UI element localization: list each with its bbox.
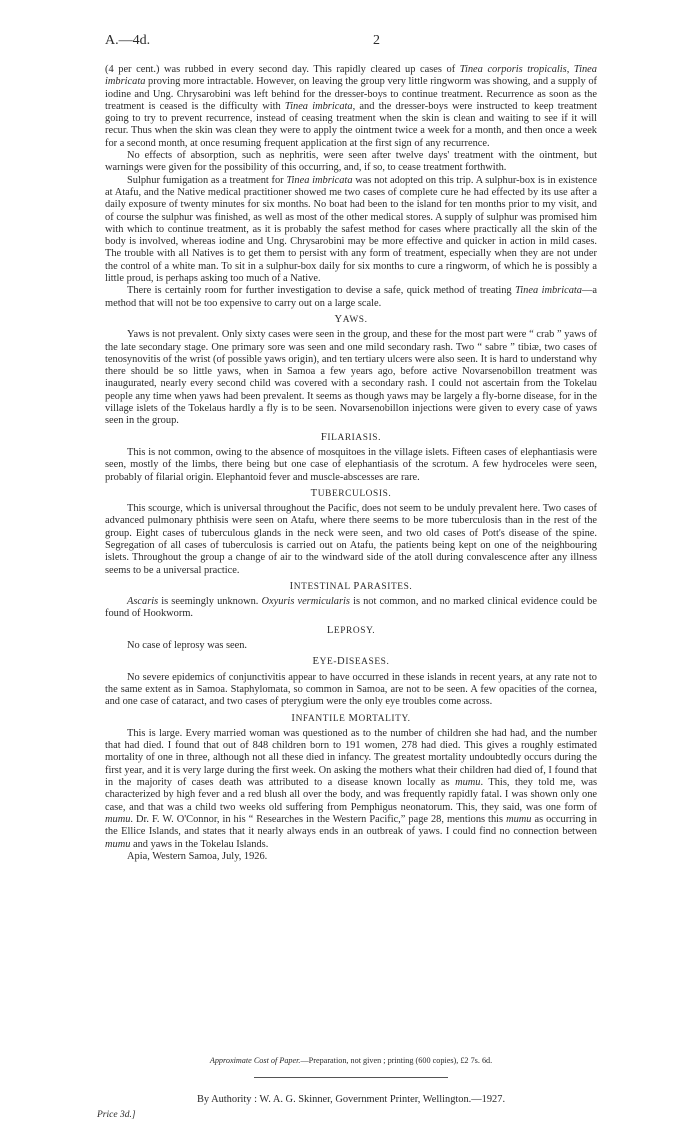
italic-term: Oxyuris vermicularis — [261, 596, 350, 608]
section-heading-leprosy: LEPROSY. — [326, 624, 376, 636]
italic-term: Tinea imbricata — [284, 100, 353, 112]
paragraph: No severe epidemics of conjunctivitis appear to have occurred in these islands in recent years, at any rate not to the same extent as in Samoa. Staphylomata, so common in Samoa, are not to be seen. A few opacities of the cornea, and one case of cataract, and two cases of pterygium were the only eye troubles come across. — [105, 671, 597, 708]
paragraph: Ascaris is seemingly unknown. Oxyuris vermicularis is not common, and no marked clinical evidence could be found of Hookworm. — [105, 596, 597, 620]
price-note: Price 3d.] — [97, 1110, 136, 1120]
paragraph: No effects of absorption, such as nephritis, were seen after twelve days' treatment with the ointment, but warnings were given for the possibility of this occurring, and, if so, to cease treatment forthwith. — [105, 150, 597, 174]
page-header — [105, 33, 597, 53]
report-body — [105, 64, 597, 863]
paragraph: This is large. Every married woman was questioned as to the number of children she had had, and the number that had died. I found that out of 848 children born to 191 women, 278 had died. This gives a roughly estimated mortality of one in three, although not all these died in infancy. The greatest mortality undoubtedly occurs during the first year, and it is very large during the first week. On asking the mothers what their children had died of, I found that in the majority of cases death was attributed to a disease known locally as mumu. This, they told me, was characterized by high fever and a red blush all over the body, and was frequently rapidly fatal. I was shown only one case, and that was a child two weeks old suffering from Pemphigus neonatorum. This, they said, was one form of mumu. Dr. F. W. O'Connor, in his “ Researches in the Western Pacific,” page 28, mentions this mumu as occurring in the Ellice Islands, and states that it nearly always ends in an outbreak of yaws. I could find no connection between mumu and yaws in the Tokelau Islands. — [105, 727, 597, 850]
printer-authority-line: By Authority : W. A. G. Skinner, Government Printer, Wellington.—1927. — [196, 1094, 506, 1105]
paragraph: There is certainly room for further investigation to devise a safe, quick method of treating Tinea imbricata—a method that will not be too expensive to carry out on a large scale. — [105, 285, 598, 309]
italic-term: mumu — [105, 838, 131, 850]
section-heading-tuberculosis: TUBERCULOSIS. — [310, 487, 392, 499]
footer-divider — [254, 1077, 448, 1078]
cost-label: Approximate Cost of Paper. — [209, 1056, 301, 1065]
paragraph: No case of leprosy was seen. — [127, 640, 248, 652]
section-heading-filariasis: FILARIASIS. — [320, 431, 382, 443]
italic-term: mumu — [506, 813, 532, 825]
report-reference: A.—4d. — [105, 33, 151, 48]
cost-text: —Preparation, not given ; printing (600 copies), £2 7s. 6d. — [300, 1056, 493, 1065]
section-heading-eye-diseases: EYE-DISEASES. — [312, 656, 390, 668]
paragraph: This is not common, owing to the absence of mosquitoes in the village islets. Fifteen cases of elephantiasis were seen, mostly of the limbs, there being but one case of elephantiasis of the scrotum. A few hydroceles were seen, probably of filarial origin. Elephantoid fever and muscle-abscesses are rare. — [105, 446, 597, 483]
italic-term: Tinea imbricata — [105, 64, 597, 88]
cost-of-paper-note — [105, 1056, 597, 1065]
paragraph: Sulphur fumigation as a treatment for Tinea imbricata was not adopted on this trip. A sulphur-box is in existence at Atafu, and the Native medical practitioner showed me two cases of complete cure he had effected by its use after a daily exposure of twenty minutes for six months. No boat had been to the island for ten months prior to my visit, and of course the sulphur was finished, as well as most of the other medical stores. A supply of sulphur was promised him with which to continue treatment, as it is probably the safest method for cases where practically all the skin of the body is involved, whereas iodine and Ung. Chrysarobini may be more effective and quicker in action in mild cases. The trouble with all Natives is to get them to persist with any form of treatment, especially when they are not under the control of a white man. To sit in a sulphur-box daily for six months to cure a ringworm, of which he is possibly a little proud, is perhaps asking too much of a Native. — [105, 174, 597, 285]
signoff-place-date: Apia, Western Samoa, July, 1926. — [127, 850, 268, 862]
italic-term: Ascaris — [127, 596, 159, 608]
italic-term: Tinea corporis tropicalis — [459, 64, 567, 75]
page-number: 2 — [373, 33, 380, 48]
italic-term: Tinea imbricata — [515, 285, 582, 297]
section-heading-infantile-mortality: INFANTILE MORTALITY. — [291, 712, 411, 724]
italic-term: Tinea imbricata — [286, 174, 353, 186]
section-heading-yaws: YAWS. — [334, 313, 368, 325]
italic-term: mumu — [105, 813, 131, 825]
paragraph: This scourge, which is universal throughout the Pacific, does not seem to be unduly prevalent here. Two cases of advanced pulmonary phthisis were seen on Atafu, where there seems to be more tuberculosis than in the rest of the group. Eight cases of tuberculous glands in the neck were seen, and two old cases of Pott's disease of the spine. Segregation of all cases of tuberculosis is carried out on Atafu, the patients being kept on one of the neighbouring islets. Throughout the group a change of air to the windward side of the atoll during convalescence after any illness seems to be a universal practice. — [105, 503, 597, 576]
paragraph: Yaws is not prevalent. Only sixty cases were seen in the group, and these for the most part were “ crab ” yaws of the late secondary stage. One primary sore was seen and one mild secondary rash. Two “ sabre ” tibiæ, two cases of tenosynovitis of the wrist (of possible yaws origin), and ten tertiary ulcers were also seen. It is hard to understand why there should be so little yaws, when in Samoa a few years ago, before active Novarsenobillon treatment was inaugurated, nearly every second child was covered with a secondary rash. I could not ascertain from the Tokelau people any time when yaws had been prevalent. It seems as though yaws may be largely a fly-borne disease, for in the village islets of the Tokelaus hardly a fly is to be seen. Novarsenobillon injections were given to every case of yaws seen in the group. — [105, 329, 597, 427]
italic-term: mumu — [455, 777, 481, 789]
paragraph: (4 per cent.) was rubbed in every second day. This rapidly cleared up cases of Tinea corporis tropicalis, Tinea imbricata proving more intractable. However, on leaving the group very little ringworm was showing, and a supply of iodine and Ung. Chrysarobini was left behind for the dresser-boys to continue treatment. Recurrence as soon as the treatment is ceased is the difficulty with Tinea imbricata, and the dresser-boys were instructed to keep treatment going to try to prevent recurrence, instead of ceasing treatment when the skin is clean and waiting to see if it will recur. Thus when the skin was clean they were to apply the ointment twice a week for a month, and then once a week for a second month, at once resuming frequent application at the first sign of any recurrence. — [105, 64, 597, 149]
section-heading-intestinal-parasites: INTESTINAL PARASITES. — [289, 580, 413, 592]
